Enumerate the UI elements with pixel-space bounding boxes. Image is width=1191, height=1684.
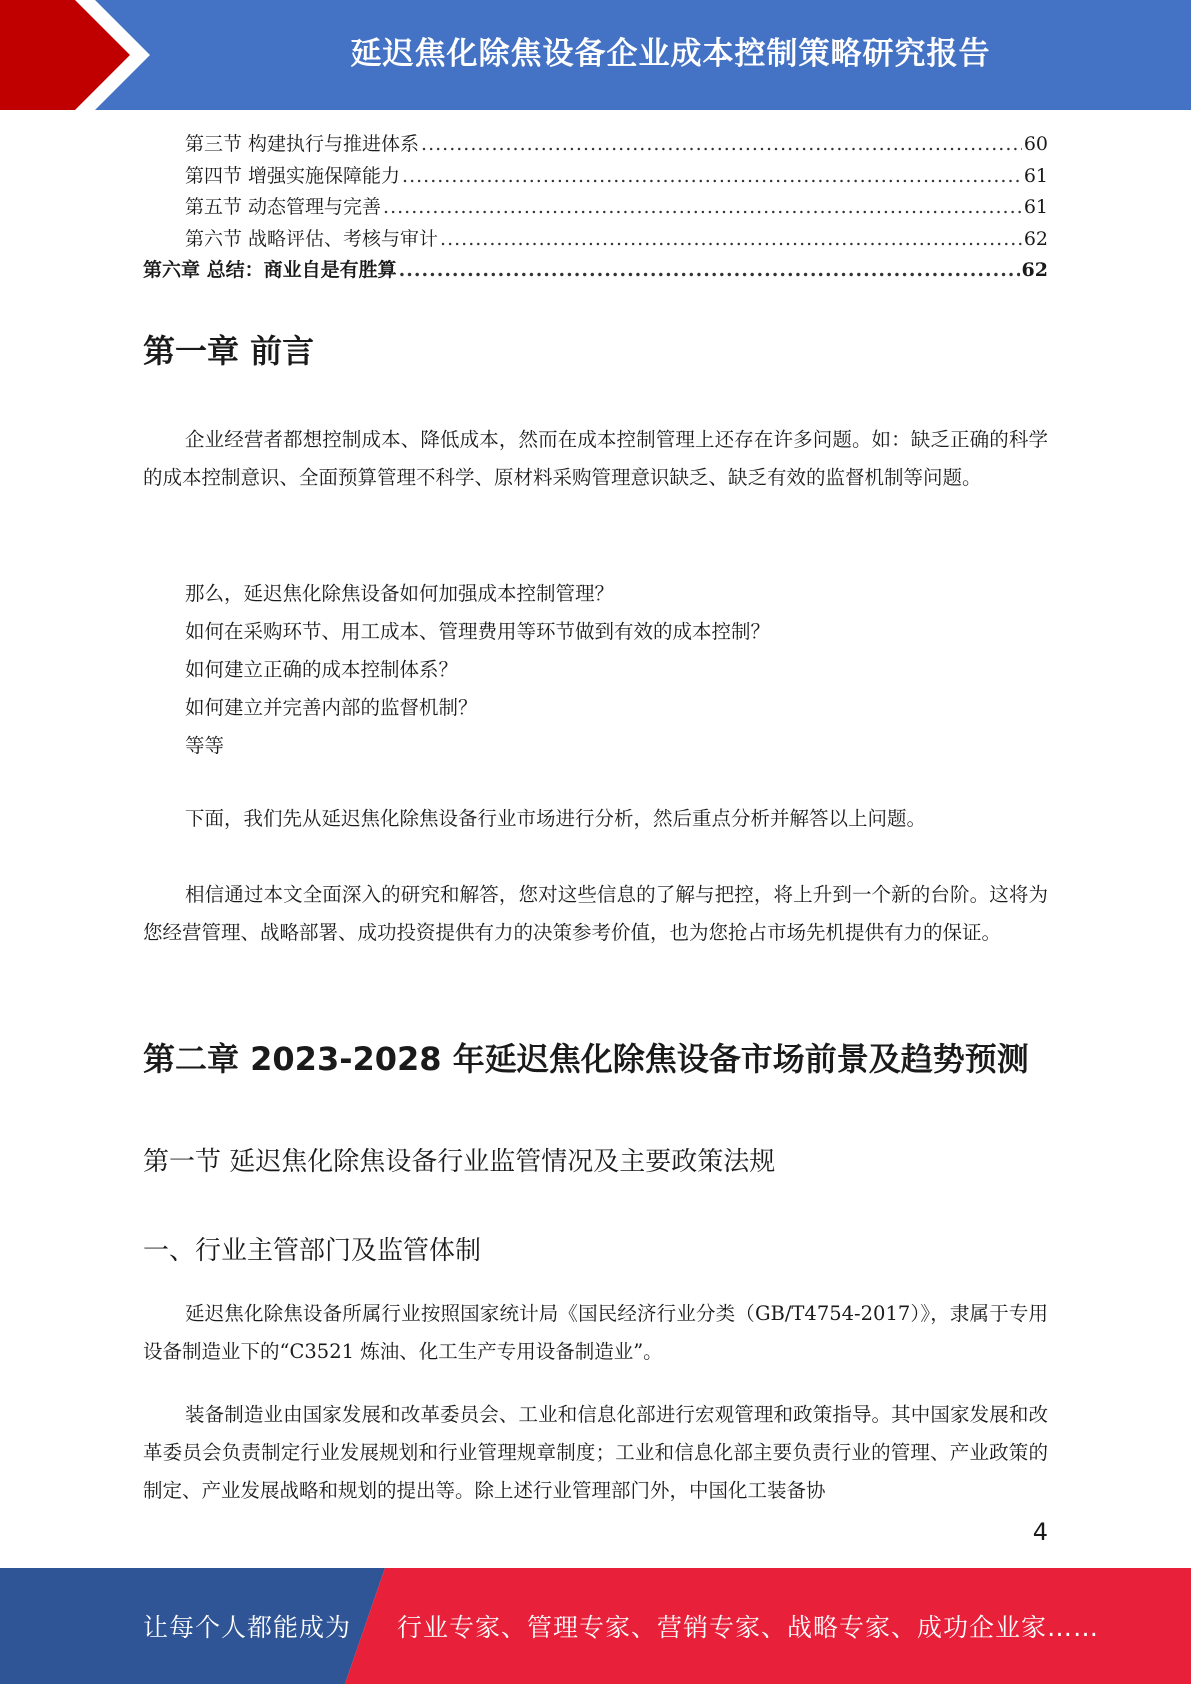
toc-entry-page: 61 (1023, 164, 1048, 187)
question-line: 那么，延迟焦化除焦设备如何加强成本控制管理？ (185, 582, 615, 605)
toc-entry-text: 第六节 战略评估、考核与审计 (185, 227, 439, 250)
chapter2-paragraph-1: 延迟焦化除焦设备所属行业按照国家统计局《国民经济行业分类（GB/T4754-2017）》，隶属于专用设备制造业下的“C3521 炼油、化工生产专用设备制造业”。 (143, 1302, 1048, 1363)
toc-entry[interactable] (143, 192, 1048, 224)
toc-entry[interactable] (143, 129, 1048, 161)
toc-entry-text: 第六章 总结：商业自是有胜算 (143, 259, 397, 281)
question-line: 如何建立正确的成本控制体系？ (185, 658, 459, 681)
toc-entry-page: 62 (1021, 259, 1048, 281)
toc-entry[interactable] (143, 224, 1048, 256)
chapter1-intro-paragraph: 企业经营者都想控制成本、降低成本，然而在成本控制管理上还存在许多问题。如：缺乏正确的科学的成本控制意识、全面预算管理不科学、原材料采购管理意识缺乏、缺乏有效的监督机制等问题。 (143, 428, 1048, 489)
toc-entry-text: 第五节 动态管理与完善 (185, 196, 382, 218)
footer-slogan-right: 行业专家、管理专家、营销专家、战略专家、成功企业家…… (397, 1613, 1100, 1642)
page-number: 4 (1032, 1518, 1048, 1546)
toc-entry[interactable] (143, 161, 1048, 193)
footer-slogan-left: 让每个人都能成为 (143, 1613, 352, 1642)
section1-title: 第一节 延迟焦化除焦设备行业监管情况及主要政策法规 (143, 1147, 776, 1177)
chapter1-title: 第一章 前言 (143, 332, 315, 370)
question-line: 等等 (185, 734, 225, 757)
toc-entry-chapter[interactable] (143, 255, 1048, 287)
question-line: 如何在采购环节、用工成本、管理费用等环节做到有效的成本控制？ (185, 620, 771, 643)
toc-leader-dots (421, 129, 1022, 161)
toc-leader-dots (383, 192, 1022, 224)
toc-leader-dots (399, 255, 1020, 287)
toc-entry-page: 62 (1023, 227, 1048, 250)
toc-entry-text: 第四节 增强实施保障能力 (185, 164, 401, 187)
header-title: 延迟焦化除焦设备企业成本控制策略研究报告 (350, 35, 991, 72)
chapter2-title: 第二章 2023-2028 年延迟焦化除焦设备市场前景及趋势预测 (143, 1040, 1029, 1078)
chapter2-paragraph-2: 装备制造业由国家发展和改革委员会、工业和信息化部进行宏观管理和政策指导。其中国家发展和改革委员会负责制定行业发展规划和行业管理规章制度；工业和信息化部主要负责行业的管理、产业政策的制定、产业发展战略和规划的提出等。除上述行业管理部门外，中国化工装备协 (143, 1403, 1048, 1502)
subsection1-title: 一、行业主管部门及监管体制 (143, 1236, 482, 1266)
toc-entry-page: 60 (1023, 133, 1048, 155)
toc-leader-dots (440, 224, 1022, 256)
toc-entry-text: 第三节 构建执行与推进体系 (185, 133, 420, 155)
toc-leader-dots (402, 161, 1022, 193)
chapter1-conclusion-paragraph: 相信通过本文全面深入的研究和解答，您对这些信息的了解与把控，将上升到一个新的台阶。这将为您经营管理、战略部署、成功投资提供有力的决策参考价值，也为您抢占市场先机提供有力的保证。 (143, 883, 1048, 944)
chapter1-next-paragraph: 下面，我们先从延迟焦化除焦设备行业市场进行分析，然后重点分析并解答以上问题。 (185, 807, 927, 830)
toc-entry-page: 61 (1023, 196, 1048, 218)
question-line: 如何建立并完善内部的监督机制？ (185, 696, 478, 719)
table-of-contents (143, 129, 1048, 287)
page-footer (0, 1568, 1191, 1684)
page-header (0, 0, 1191, 110)
